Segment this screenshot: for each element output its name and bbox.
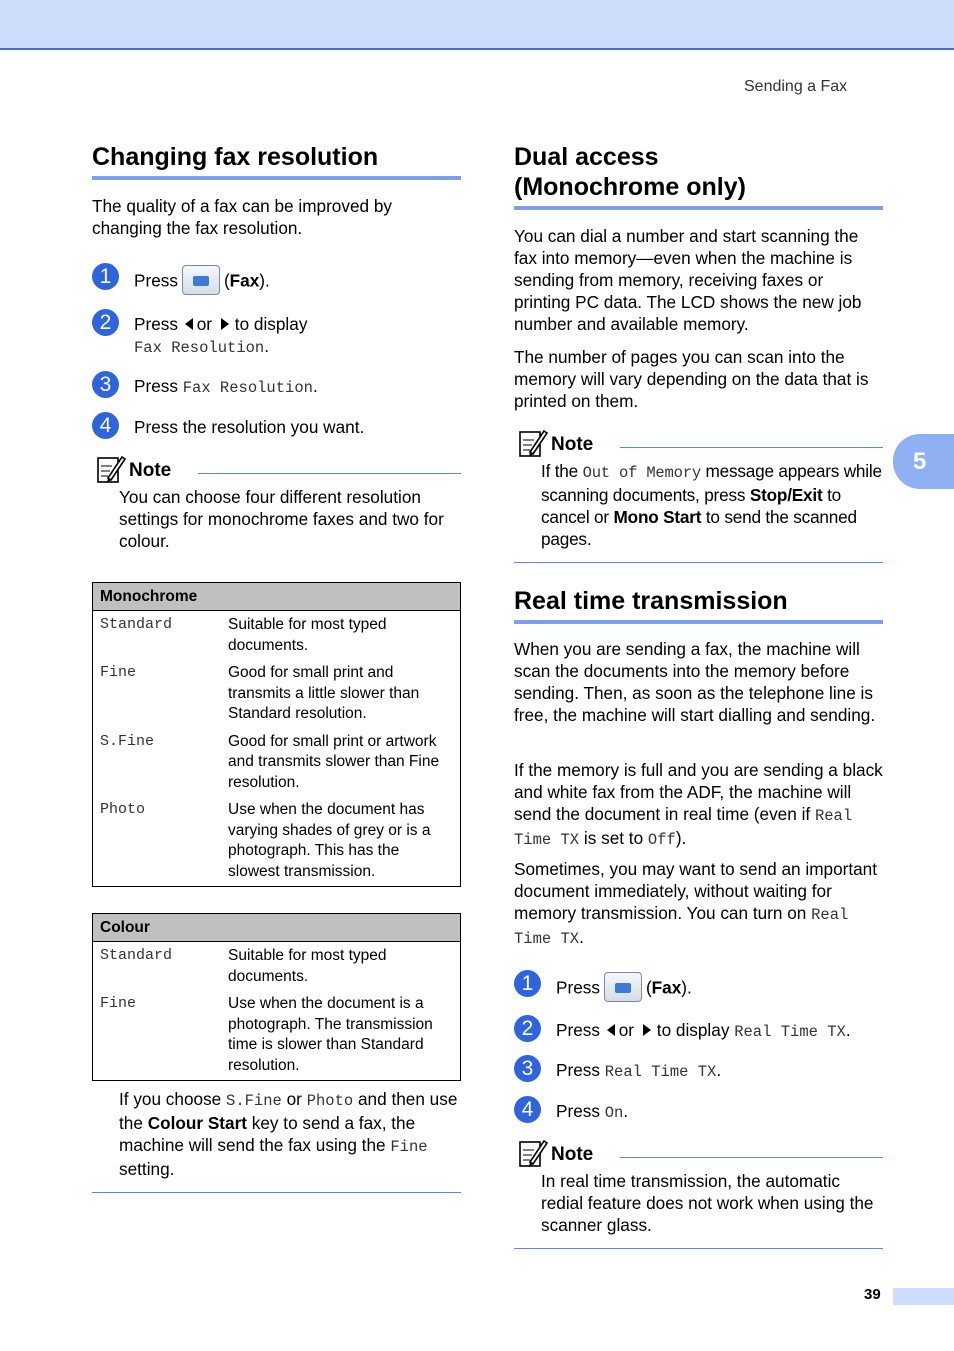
table-row: Standard Suitable for most typed documents. — [100, 947, 387, 985]
step-number: 1 — [514, 970, 541, 997]
step-number: 2 — [92, 309, 119, 336]
section-title-dual-access: Dual access (Monochrome only) — [514, 142, 883, 210]
note-rule — [198, 473, 461, 474]
fax-key-icon — [182, 265, 220, 295]
real-time-note: Note In real time transmission, the automatic redial feature does not work when using the scanner glass. — [514, 1138, 883, 1249]
table-row: S.Fine Good for small print or artwork and transmits slower than Fine resolution. — [100, 732, 440, 791]
section-title-resolution: Changing fax resolution — [92, 142, 461, 180]
dual-access-para-1: You can dial a number and start scanning the fax into memory—even when the machine is sending from memory, receiving faxes or printing PC data. The LCD shows the new job number and available memory. — [514, 226, 862, 334]
step-number: 2 — [514, 1015, 541, 1042]
fax-key-icon — [604, 972, 642, 1002]
table-row: Fine Use when the document is a photograph. The transmission time is slower than Standard resolution. — [100, 995, 433, 1074]
note-pencil-icon — [518, 1138, 548, 1168]
step-number: 1 — [92, 263, 119, 290]
table-header: Monochrome — [93, 583, 461, 611]
note-pencil-icon — [96, 454, 126, 484]
table-row: Photo Use when the document has varying shades of grey or is a photograph. This has the slowest transmission. — [100, 801, 431, 880]
running-header: Sending a Fax — [744, 78, 848, 95]
note-rule — [620, 447, 883, 448]
right-arrow-icon — [643, 1024, 651, 1036]
page-number-bar — [893, 1288, 954, 1305]
resolution-note: Note You can choose four different resolution settings for monochrome faxes and two for colour. — [92, 454, 461, 552]
real-time-para-3: Sometimes, you may want to send an important document immediately, without waiting for memory transmission. You can turn on Real Time TX. — [514, 859, 878, 948]
left-arrow-icon — [607, 1024, 615, 1036]
dual-access-note: Note If the Out of Memory message appears while scanning documents, press Stop/Exit to cancel or Mono Start to send the scanned pages. — [514, 428, 883, 563]
dual-access-para-2: The number of pages you can scan into the memory will vary depending on the data that is printed on them. — [514, 347, 869, 411]
note-rule — [620, 1157, 883, 1158]
left-arrow-icon — [185, 318, 193, 330]
right-column: Dual access (Monochrome only) You can dial a number and start scanning the fax into memory—even when the machine is sending from memory, receiving faxes or printing PC data. The LCD shows the new job number and available memory. The number of pages you can scan into the memory will vary depending on the data that is printed on them. Note If the Out of Memory message appears while scanning documents, press Stop/Exit to cancel or Mono Start to send the scanned pages. Real time transmission When you are sending a fax, the machine will scan the documents into the memory before sending. Then, as soon as the telephone line is free, the machine will start dialling and sending. If the memory is full and you are sending a black and white fax from the ADF, the machine will send the document in real time (even if Real Time TX is set to Off). Sometimes, you may want to send an important document immediately, without waiting for memory transmission. You can turn on Real Time TX. 1 Press (Fax). 2 Press or to display Real Time TX. 3 Press Real Time TX. 4 Press On. Note In real time transmission, the automatic redial feature does not work when using the scanner glass. — [514, 142, 883, 1262]
section-title-real-time: Real time transmission — [514, 586, 883, 624]
table-row: Standard Suitable for most typed documents. — [100, 616, 387, 654]
left-column: Changing fax resolution The quality of a fax can be improved by changing the fax resolution. 1 Press (Fax). 2 Press or to display Fax Resolution. 3 Press Fax Resolution. 4 Press the resolution you want. Note You can choose four different resolution settings for monochrome faxes and two for colour. Monochrome Standard Suitable for most typed documents. Fine Good for small print and transmits a little slower than Standard resolution. S.Fine Good for small print or artwork and transmits slower than Fine resolution. Photo Use when the document has varying shades of grey or is a photograph. This has the slowest transmission. Colour Standard Suitable for most typed documents. Fine Use when the document is a photograph. The transmission time is slower than Standard resolution. If you choose S.Fine or Photo and then use the Colour Start key to send a fax, the machine will send the fax using the Fine setting. — [92, 142, 461, 1202]
table-header: Colour — [93, 914, 461, 942]
right-arrow-icon — [221, 318, 229, 330]
real-time-para-1: When you are sending a fax, the machine will scan the documents into the memory before sending. Then, as soon as the telephone line is free, the machine will start dialling and sending. — [514, 639, 876, 725]
chapter-tab: 5 — [893, 434, 954, 489]
step-number: 3 — [514, 1055, 541, 1082]
page-number: 39 — [864, 1286, 881, 1303]
step-number: 4 — [92, 412, 119, 439]
note-pencil-icon — [518, 428, 548, 458]
resolution-intro: The quality of a fax can be improved by changing the fax resolution. — [92, 196, 392, 238]
colour-note-continued: If you choose S.Fine or Photo and then use the Colour Start key to send a fax, the machine will send the fax using the Fine setting. — [92, 1088, 461, 1193]
top-banner — [0, 0, 954, 50]
step-number: 3 — [92, 371, 119, 398]
monochrome-resolution-table — [92, 582, 461, 887]
table-row: Fine Good for small print and transmits a little slower than Standard resolution. — [100, 664, 420, 722]
colour-resolution-table — [92, 913, 461, 1081]
real-time-para-2: If the memory is full and you are sending a black and white fax from the ADF, the machine will send the document in real time (even if Real Time TX is set to Off). — [514, 760, 883, 849]
step-number: 4 — [514, 1096, 541, 1123]
